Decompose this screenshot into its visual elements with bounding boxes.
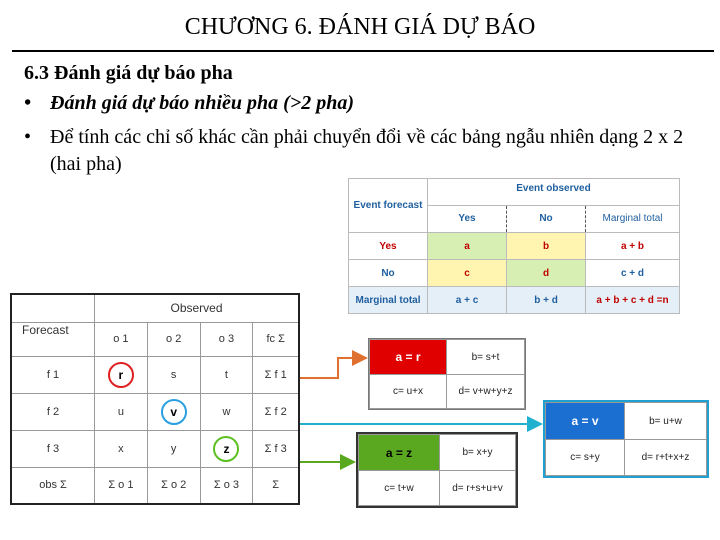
cell-sum-o1: Σ o 1 xyxy=(95,467,148,504)
highlight-v: v xyxy=(161,399,187,425)
row-f2: f 2 xyxy=(11,393,95,430)
cell-c: c xyxy=(428,260,507,287)
cell-s: s xyxy=(147,356,200,393)
cell-sum-f2: Σ f 2 xyxy=(253,393,299,430)
box-z-c: c= t+w xyxy=(359,471,440,506)
bullet-marker: • xyxy=(24,92,32,114)
cell-x: x xyxy=(95,430,148,467)
cell-sum-f3: Σ f 3 xyxy=(253,430,299,467)
cell-ab: a + b xyxy=(586,233,680,260)
event-observed-label: Event observed xyxy=(516,183,591,194)
cell-bd: b + d xyxy=(507,287,586,314)
cell-total-sum: Σ xyxy=(253,467,299,504)
box-z-d: d= r+s+u+v xyxy=(440,471,516,506)
cell-d: d xyxy=(507,260,586,287)
box-r-key: a = r xyxy=(370,340,447,375)
col-marginal: Marginal total xyxy=(602,213,663,224)
col-o2: o 2 xyxy=(147,322,200,356)
col-o1: o 1 xyxy=(95,322,148,356)
row-marginal: Marginal total xyxy=(349,287,428,314)
cell-t: t xyxy=(200,356,253,393)
cell-a: a xyxy=(428,233,507,260)
cell-sum-o2: Σ o 2 xyxy=(147,467,200,504)
row-yes: Yes xyxy=(349,233,428,260)
cell-ac: a + c xyxy=(428,287,507,314)
col-no: No xyxy=(507,206,586,232)
bullet-marker: • xyxy=(24,126,32,148)
cell-w: w xyxy=(200,393,253,430)
section-heading: 6.3 Đánh giá dự báo pha xyxy=(24,62,233,84)
box-r-c: c= u+x xyxy=(370,375,447,409)
box-v-c: c= s+y xyxy=(546,440,625,476)
box-r-d: d= v+w+y+z xyxy=(447,375,525,409)
bullet-text: Đánh giá dự báo nhiều pha (>2 pha) xyxy=(50,92,354,114)
box-z-key: a = z xyxy=(359,435,440,471)
col-yes: Yes xyxy=(428,206,507,232)
cell-u: u xyxy=(95,393,148,430)
bullet-text: Để tính các chỉ số khác cần phải chuyển đổi về các bảng ngẫu nhiên dạng 2 x 2 (hai pha) xyxy=(50,126,684,175)
cell-sum-f1: Σ f 1 xyxy=(253,356,299,393)
forecast-header: Forecast xyxy=(11,322,95,356)
row-no: No xyxy=(349,260,428,287)
row-f3: f 3 xyxy=(11,430,95,467)
highlight-r: r xyxy=(108,362,134,388)
box-v-key: a = v xyxy=(546,403,625,440)
cell-y: y xyxy=(147,430,200,467)
arrow-r xyxy=(300,358,366,378)
cell-n: a + b + c + d =n xyxy=(586,287,680,314)
row-obs-sum: obs Σ xyxy=(11,467,95,504)
slide-title: CHƯƠNG 6. ĐÁNH GIÁ DỰ BÁO xyxy=(184,14,536,40)
highlight-z: z xyxy=(213,436,239,462)
observed-header: Observed xyxy=(95,294,300,322)
col-fc-sum: fc Σ xyxy=(253,322,299,356)
box-z-b: b= x+y xyxy=(440,435,516,471)
row-f1: f 1 xyxy=(11,356,95,393)
box-v-d: d= r+t+x+z xyxy=(625,440,707,476)
box-r-b: b= s+t xyxy=(447,340,525,375)
cell-b: b xyxy=(507,233,586,260)
col-o3: o 3 xyxy=(200,322,253,356)
cell-sum-o3: Σ o 3 xyxy=(200,467,253,504)
box-v-b: b= u+w xyxy=(625,403,707,440)
event-forecast-header: Event forecast xyxy=(349,179,428,233)
cell-cd: c + d xyxy=(586,260,680,287)
